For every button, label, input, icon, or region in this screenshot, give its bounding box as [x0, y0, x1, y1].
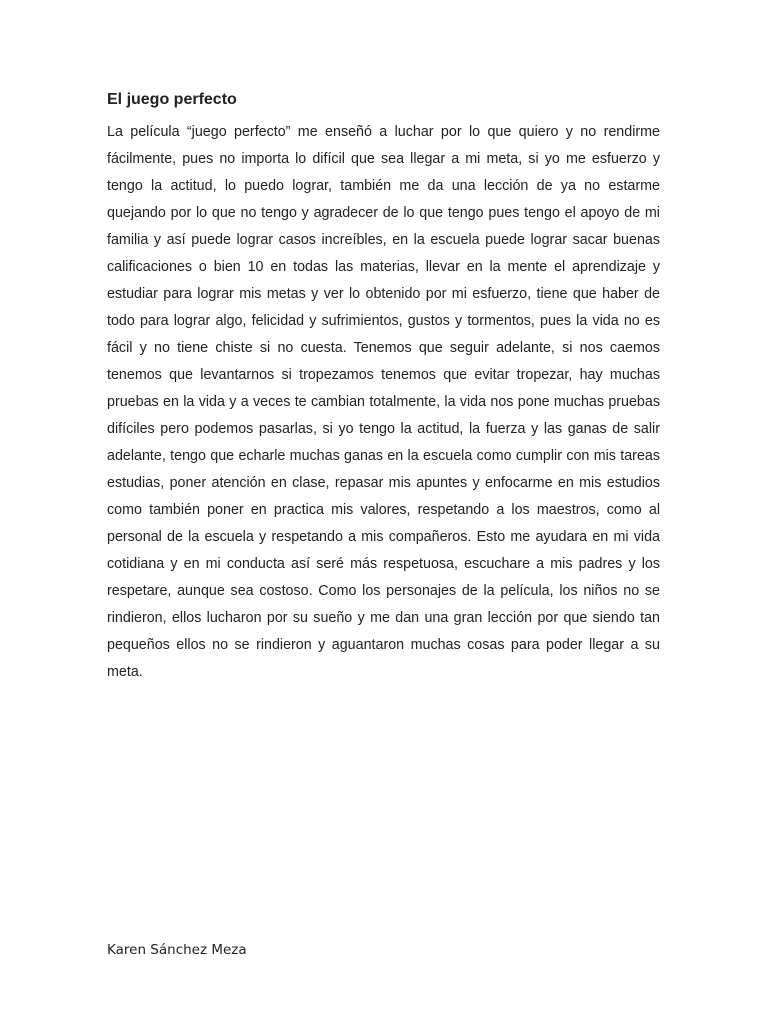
document-title: El juego perfecto — [107, 91, 237, 108]
author-name: Karen Sánchez Meza — [107, 942, 247, 958]
document-body: La película “juego perfecto” me enseñó a luchar por lo que quiero y no rendirme fácilmente, pues no importa lo difícil que sea llegar a mi meta, si yo me esfuerzo y tengo la actitud, lo puedo lograr, también me da una lección de ya no estarme quejando por lo que no tengo y agradecer de lo que tengo pues tengo el apoyo de mi familia y así puede lograr casos increíbles, en la escuela puede lograr sacar buenas calificaciones o bien 10 en todas las materias, llevar en la mente el aprendizaje y estudiar para lograr mis metas y ver lo obtenido por mi esfuerzo, tiene que haber de todo para lograr algo, felicidad y sufrimientos, gustos y tormentos, pues la vida no es fácil y no tiene chiste si no cuesta. Tenemos que seguir adelante, si nos caemos tenemos que levantarnos si tropezamos tenemos que evitar tropezar, hay muchas pruebas en la vida y a veces te cambian totalmente, la vida nos pone muchas pruebas difíciles pero podemos pasarlas, si yo tengo la actitud, la fuerza y las ganas de salir adelante, tengo que echarle muchas ganas en la escuela como cumplir con mis tareas estudias, poner atención en clase, repasar mis apuntes y enfocarme en mis estudios como también poner en practica mis valores, respetando a los maestros, como al personal de la escuela y respetando a mis compañeros. Esto me ayudara en mi vida cotidiana y en mi conducta así seré más respetuosa, escuchare a mis padres y los respetare, aunque sea costoso. Como los personajes de la película, los niños no se rindieron, ellos lucharon por su sueño y me dan una gran lección por que siendo tan pequeños ellos no se rindieron y aguantaron muchas cosas para poder llegar a su meta. — [107, 124, 660, 680]
